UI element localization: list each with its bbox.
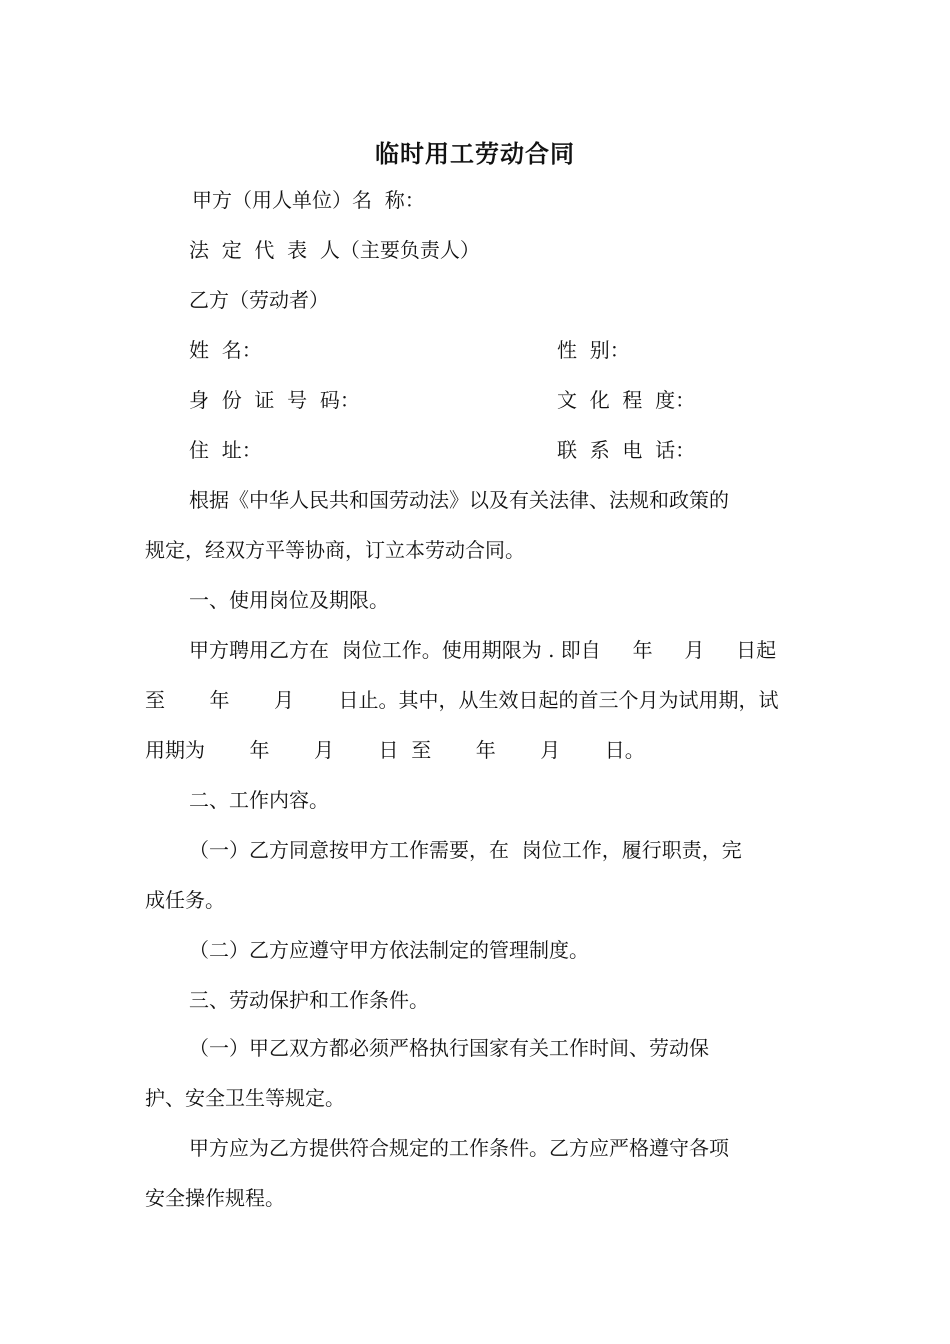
address-field-label: 住 址： bbox=[189, 438, 262, 462]
section-3-heading: 三、劳动保护和工作条件。 bbox=[189, 988, 429, 1012]
preamble-line-1: 根据《中华人民共和国劳动法》以及有关法律、法规和政策的 bbox=[189, 488, 729, 512]
party-b-line: 乙方（劳动者） bbox=[189, 288, 329, 312]
section-1-line-1: 甲方聘用乙方在 岗位工作。使用期限为 . 即自 年 月 日起 bbox=[189, 638, 777, 662]
party-a-name-line: 甲方（用人单位）名 称： bbox=[192, 188, 425, 212]
education-field-label: 文 化 程 度： bbox=[557, 388, 696, 412]
preamble-line-2: 规定，经双方平等协商，订立本劳动合同。 bbox=[145, 538, 525, 562]
section-3-para-line-1: 甲方应为乙方提供符合规定的工作条件。乙方应严格遵守各项 bbox=[189, 1136, 729, 1160]
section-3-item-1-line-2: 护、安全卫生等规定。 bbox=[145, 1086, 345, 1110]
section-1-line-3: 用期为 年 月 日 至 年 月 日。 bbox=[145, 738, 645, 762]
document-title: 临时用工劳动合同 bbox=[375, 140, 575, 168]
section-3-para-line-2: 安全操作规程。 bbox=[145, 1186, 285, 1210]
section-3-item-1-line-1: （一）甲乙双方都必须严格执行国家有关工作时间、劳动保 bbox=[189, 1036, 709, 1060]
id-number-field-label: 身 份 证 号 码： bbox=[189, 388, 360, 412]
name-field-label: 姓 名： bbox=[189, 338, 262, 362]
gender-field-label: 性 别： bbox=[557, 338, 630, 362]
section-2-item-1-line-1: （一）乙方同意按甲方工作需要，在 岗位工作，履行职责，完 bbox=[189, 838, 742, 862]
section-2-heading: 二、工作内容。 bbox=[189, 788, 329, 812]
phone-field-label: 联 系 电 话： bbox=[557, 438, 696, 462]
section-2-item-1-line-2: 成任务。 bbox=[145, 888, 225, 912]
legal-representative-line: 法 定 代 表 人（主要负责人） bbox=[189, 238, 480, 262]
section-2-item-2: （二）乙方应遵守甲方依法制定的管理制度。 bbox=[189, 938, 589, 962]
section-1-line-2: 至 年 月 日止。其中，从生效日起的首三个月为试用期，试 bbox=[145, 688, 779, 712]
section-1-heading: 一、使用岗位及期限。 bbox=[189, 588, 389, 612]
